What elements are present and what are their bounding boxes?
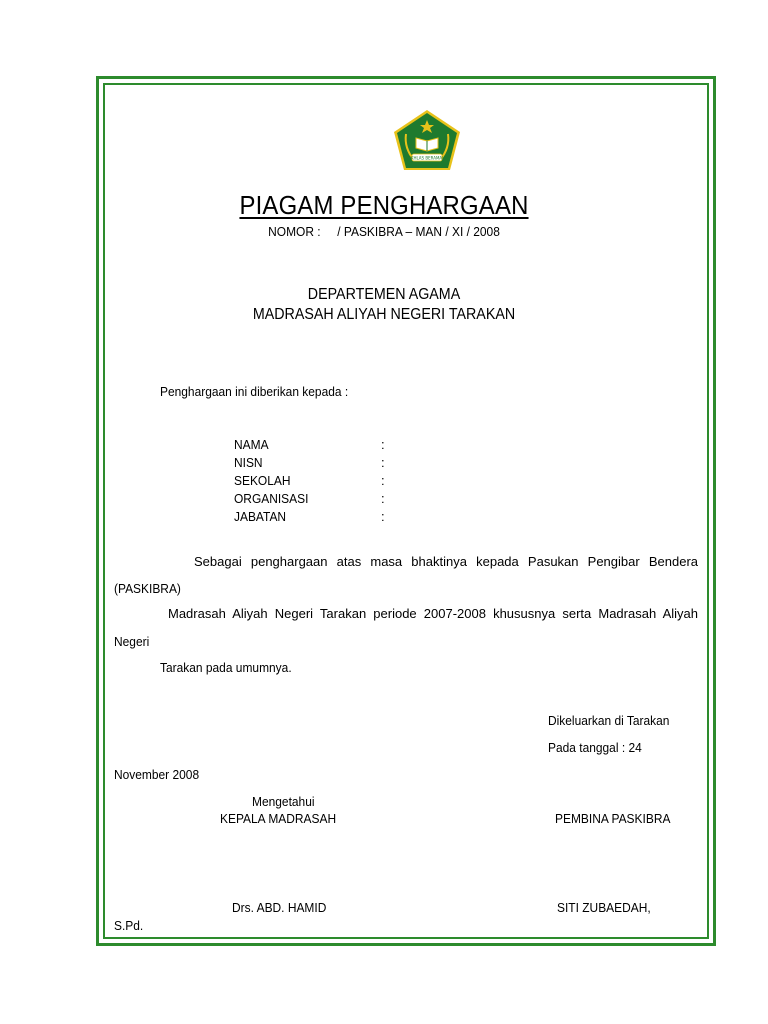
issued-date-continued: November 2008	[114, 767, 200, 782]
field-label-sekolah: SEKOLAH	[234, 473, 291, 488]
field-sep-nisn: :	[381, 455, 385, 470]
body-line-1: Sebagai penghargaan atas masa bhaktinya kepada Pasukan Pengibar Bendera	[194, 554, 698, 569]
field-label-nama: NAMA	[234, 437, 269, 452]
right-sign-role: PEMBINA PASKIBRA	[555, 811, 671, 826]
field-label-nisn: NISN	[234, 455, 263, 470]
certificate-number: NOMOR : / PASKIBRA – MAN / XI / 2008	[268, 224, 500, 239]
right-sign-name: SITI ZUBAEDAH,	[557, 900, 651, 915]
field-label-organisasi: ORGANISASI	[234, 491, 309, 506]
body-line-2: (PASKIBRA)	[114, 581, 181, 596]
department-name: DEPARTEMEN AGAMA	[307, 286, 461, 303]
left-sign-name: Drs. ABD. HAMID	[232, 900, 327, 915]
kementerian-agama-emblem-icon	[392, 108, 462, 174]
right-sign-name-continued: S.Pd.	[114, 918, 144, 933]
given-to-label: Penghargaan ini diberikan kepada :	[160, 384, 349, 399]
left-sign-top: Mengetahui	[252, 794, 315, 809]
issued-place: Dikeluarkan di Tarakan	[548, 713, 670, 728]
field-sep-sekolah: :	[381, 473, 385, 488]
certificate-title: PIAGAM PENGHARGAAN	[239, 190, 529, 220]
logo-banner-text: IKHLAS BERAMAL	[409, 155, 445, 161]
body-line-5: Tarakan pada umumnya.	[160, 660, 292, 675]
field-label-jabatan: JABATAN	[234, 509, 287, 524]
field-sep-organisasi: :	[381, 491, 385, 506]
field-sep-nama: :	[381, 437, 385, 452]
left-sign-role: KEPALA MADRASAH	[220, 811, 337, 826]
body-line-4: Negeri	[114, 634, 150, 649]
field-sep-jabatan: :	[381, 509, 385, 524]
issued-date: Pada tanggal : 24	[548, 740, 642, 755]
body-line-3: Madrasah Aliyah Negeri Tarakan periode 2007-2008 khususnya serta Madrasah Aliyah	[168, 606, 698, 621]
school-name: MADRASAH ALIYAH NEGERI TARAKAN	[252, 306, 516, 323]
